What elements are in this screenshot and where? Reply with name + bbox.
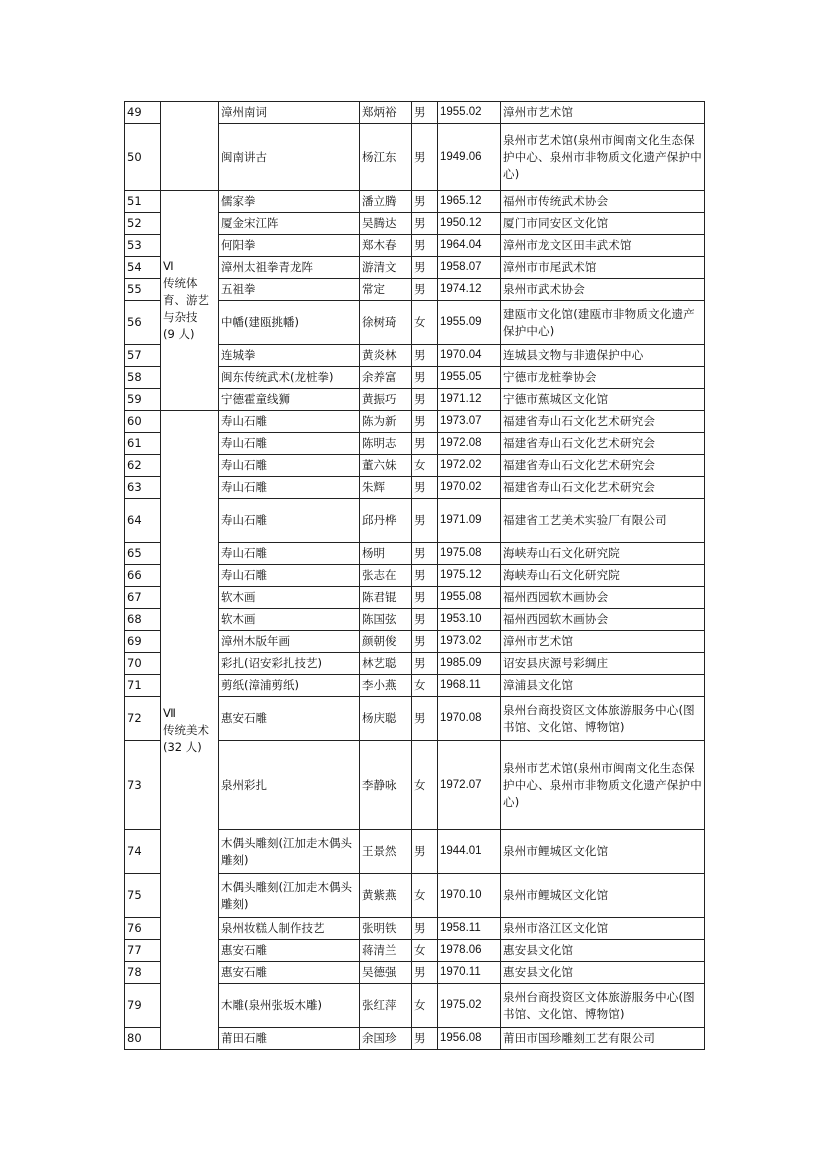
work-unit: 宁德市龙桩拳协会 <box>501 367 705 389</box>
inheritor-name: 陈明志 <box>360 433 412 455</box>
birth-date: 1973.02 <box>438 631 501 653</box>
project-name: 寿山石雕 <box>219 499 360 543</box>
birth-date: 1955.05 <box>438 367 501 389</box>
row-number: 72 <box>125 697 161 741</box>
row-number: 55 <box>125 279 161 301</box>
gender: 男 <box>412 477 438 499</box>
birth-date: 1970.02 <box>438 477 501 499</box>
gender: 男 <box>412 367 438 389</box>
gender: 女 <box>412 675 438 697</box>
row-number: 67 <box>125 587 161 609</box>
row-number: 54 <box>125 257 161 279</box>
gender: 男 <box>412 235 438 257</box>
project-name: 寿山石雕 <box>219 543 360 565</box>
work-unit: 连城县文物与非遗保护中心 <box>501 345 705 367</box>
category-roman: Ⅵ <box>163 259 174 273</box>
row-number: 66 <box>125 565 161 587</box>
inheritor-name: 陈国弦 <box>360 609 412 631</box>
gender: 女 <box>412 940 438 962</box>
project-name: 漳州木版年画 <box>219 631 360 653</box>
inheritor-table <box>124 101 705 1050</box>
work-unit: 厦门市同安区文化馆 <box>501 213 705 235</box>
row-number: 65 <box>125 543 161 565</box>
project-name: 寿山石雕 <box>219 565 360 587</box>
project-name: 泉州彩扎 <box>219 741 360 830</box>
inheritor-name: 邱丹桦 <box>360 499 412 543</box>
project-name: 闽南讲古 <box>219 124 360 191</box>
table-row <box>125 191 705 213</box>
work-unit: 泉州市鲤城区文化馆 <box>501 830 705 874</box>
row-number: 56 <box>125 301 161 345</box>
project-name: 木偶头雕刻(江加走木偶头雕刻) <box>219 874 360 918</box>
work-unit: 福建省工艺美术实验厂有限公司 <box>501 499 705 543</box>
table-body <box>125 102 705 1050</box>
birth-date: 1956.08 <box>438 1028 501 1050</box>
row-number: 78 <box>125 962 161 984</box>
work-unit: 福州西园软木画协会 <box>501 609 705 631</box>
birth-date: 1970.11 <box>438 962 501 984</box>
project-name: 软木画 <box>219 609 360 631</box>
inheritor-name: 吴腾达 <box>360 213 412 235</box>
birth-date: 1964.04 <box>438 235 501 257</box>
row-number: 69 <box>125 631 161 653</box>
birth-date: 1971.09 <box>438 499 501 543</box>
work-unit: 福建省寿山石文化艺术研究会 <box>501 477 705 499</box>
project-name: 儒家拳 <box>219 191 360 213</box>
inheritor-name: 陈为新 <box>360 411 412 433</box>
row-number: 49 <box>125 102 161 124</box>
work-unit: 泉州市艺术馆(泉州市闽南文化生态保护中心、泉州市非物质文化遗产保护中心) <box>501 124 705 191</box>
work-unit: 泉州台商投资区文体旅游服务中心(图书馆、文化馆、博物馆) <box>501 697 705 741</box>
row-number: 75 <box>125 874 161 918</box>
row-number: 61 <box>125 433 161 455</box>
gender: 男 <box>412 565 438 587</box>
work-unit: 漳州市艺术馆 <box>501 631 705 653</box>
inheritor-name: 林艺聪 <box>360 653 412 675</box>
work-unit: 海峡寿山石文化研究院 <box>501 565 705 587</box>
work-unit: 泉州台商投资区文体旅游服务中心(图书馆、文化馆、博物馆) <box>501 984 705 1028</box>
inheritor-name: 颜朝俊 <box>360 631 412 653</box>
inheritor-name: 杨明 <box>360 543 412 565</box>
project-name: 漳州太祖拳青龙阵 <box>219 257 360 279</box>
project-name: 何阳拳 <box>219 235 360 257</box>
inheritor-name: 余养富 <box>360 367 412 389</box>
work-unit: 漳州市龙文区田丰武术馆 <box>501 235 705 257</box>
work-unit: 漳州市艺术馆 <box>501 102 705 124</box>
work-unit: 莆田市国珍雕刻工艺有限公司 <box>501 1028 705 1050</box>
work-unit: 福建省寿山石文化艺术研究会 <box>501 433 705 455</box>
project-name: 宁德霍童线狮 <box>219 389 360 411</box>
gender: 女 <box>412 301 438 345</box>
inheritor-name: 潘立腾 <box>360 191 412 213</box>
birth-date: 1949.06 <box>438 124 501 191</box>
inheritor-name: 蒋清兰 <box>360 940 412 962</box>
work-unit: 海峡寿山石文化研究院 <box>501 543 705 565</box>
category-cell-vi <box>161 191 219 411</box>
row-number: 57 <box>125 345 161 367</box>
gender: 男 <box>412 587 438 609</box>
project-name: 剪纸(漳浦剪纸) <box>219 675 360 697</box>
birth-date: 1972.08 <box>438 433 501 455</box>
gender: 男 <box>412 102 438 124</box>
project-name: 闽东传统武术(龙桩拳) <box>219 367 360 389</box>
row-number: 68 <box>125 609 161 631</box>
birth-date: 1970.04 <box>438 345 501 367</box>
row-number: 79 <box>125 984 161 1028</box>
birth-date: 1968.11 <box>438 675 501 697</box>
row-number: 64 <box>125 499 161 543</box>
row-number: 74 <box>125 830 161 874</box>
row-number: 60 <box>125 411 161 433</box>
inheritor-name: 杨庆聪 <box>360 697 412 741</box>
category-count: (32 人) <box>163 739 202 754</box>
birth-date: 1971.12 <box>438 389 501 411</box>
inheritor-name: 李小燕 <box>360 675 412 697</box>
project-name: 寿山石雕 <box>219 411 360 433</box>
birth-date: 1944.01 <box>438 830 501 874</box>
project-name: 软木画 <box>219 587 360 609</box>
work-unit: 漳州市市尾武术馆 <box>501 257 705 279</box>
birth-date: 1955.02 <box>438 102 501 124</box>
row-number: 53 <box>125 235 161 257</box>
row-number: 80 <box>125 1028 161 1050</box>
category-name: 传统美术 <box>163 722 209 737</box>
work-unit: 泉州市鲤城区文化馆 <box>501 874 705 918</box>
work-unit: 惠安县文化馆 <box>501 940 705 962</box>
birth-date: 1970.08 <box>438 697 501 741</box>
inheritor-name: 陈君锟 <box>360 587 412 609</box>
birth-date: 1965.12 <box>438 191 501 213</box>
project-name: 木偶头雕刻(江加走木偶头雕刻) <box>219 830 360 874</box>
birth-date: 1975.02 <box>438 984 501 1028</box>
birth-date: 1955.08 <box>438 587 501 609</box>
work-unit: 泉州市洛江区文化馆 <box>501 918 705 940</box>
gender: 男 <box>412 962 438 984</box>
birth-date: 1953.10 <box>438 609 501 631</box>
birth-date: 1950.12 <box>438 213 501 235</box>
gender: 女 <box>412 984 438 1028</box>
inheritor-name: 李静咏 <box>360 741 412 830</box>
project-name: 寿山石雕 <box>219 433 360 455</box>
work-unit: 福州西园软木画协会 <box>501 587 705 609</box>
category-name: 传统体育、游艺与杂技 <box>163 276 209 324</box>
project-name: 木雕(泉州张坂木雕) <box>219 984 360 1028</box>
gender: 男 <box>412 345 438 367</box>
gender: 男 <box>412 830 438 874</box>
row-number: 71 <box>125 675 161 697</box>
inheritor-name: 余国珍 <box>360 1028 412 1050</box>
row-number: 52 <box>125 213 161 235</box>
work-unit: 福州市传统武术协会 <box>501 191 705 213</box>
birth-date: 1985.09 <box>438 653 501 675</box>
inheritor-name: 张志在 <box>360 565 412 587</box>
category-cell-empty <box>161 102 219 191</box>
gender: 男 <box>412 257 438 279</box>
inheritor-name: 黄紫燕 <box>360 874 412 918</box>
inheritor-name: 郑炳裕 <box>360 102 412 124</box>
work-unit: 福建省寿山石文化艺术研究会 <box>501 455 705 477</box>
row-number: 62 <box>125 455 161 477</box>
project-name: 厦金宋江阵 <box>219 213 360 235</box>
row-number: 50 <box>125 124 161 191</box>
row-number: 77 <box>125 940 161 962</box>
row-number: 76 <box>125 918 161 940</box>
project-name: 寿山石雕 <box>219 477 360 499</box>
category-roman: Ⅶ <box>163 705 176 720</box>
row-number: 73 <box>125 741 161 830</box>
project-name: 泉州妆糕人制作技艺 <box>219 918 360 940</box>
gender: 男 <box>412 499 438 543</box>
project-name: 惠安石雕 <box>219 962 360 984</box>
birth-date: 1972.07 <box>438 741 501 830</box>
inheritor-name: 徐树琦 <box>360 301 412 345</box>
project-name: 惠安石雕 <box>219 697 360 741</box>
gender: 女 <box>412 455 438 477</box>
work-unit: 漳浦县文化馆 <box>501 675 705 697</box>
inheritor-name: 杨江东 <box>360 124 412 191</box>
gender: 男 <box>412 631 438 653</box>
gender: 男 <box>412 609 438 631</box>
gender: 男 <box>412 433 438 455</box>
birth-date: 1972.02 <box>438 455 501 477</box>
inheritor-name: 黄振巧 <box>360 389 412 411</box>
birth-date: 1978.06 <box>438 940 501 962</box>
gender: 男 <box>412 191 438 213</box>
work-unit: 建瓯市文化馆(建瓯市非物质文化遗产保护中心) <box>501 301 705 345</box>
inheritor-name: 游清文 <box>360 257 412 279</box>
inheritor-name: 黄炎林 <box>360 345 412 367</box>
inheritor-name: 吴德强 <box>360 962 412 984</box>
work-unit: 诏安县庆源号彩绸庄 <box>501 653 705 675</box>
work-unit: 泉州市艺术馆(泉州市闽南文化生态保护中心、泉州市非物质文化遗产保护中心) <box>501 741 705 830</box>
gender: 男 <box>412 279 438 301</box>
birth-date: 1973.07 <box>438 411 501 433</box>
work-unit: 惠安县文化馆 <box>501 962 705 984</box>
gender: 男 <box>412 411 438 433</box>
inheritor-name: 张明铁 <box>360 918 412 940</box>
project-name: 漳州南词 <box>219 102 360 124</box>
work-unit: 福建省寿山石文化艺术研究会 <box>501 411 705 433</box>
birth-date: 1975.12 <box>438 565 501 587</box>
project-name: 惠安石雕 <box>219 940 360 962</box>
gender: 女 <box>412 741 438 830</box>
project-name: 中幡(建瓯挑幡) <box>219 301 360 345</box>
row-number: 70 <box>125 653 161 675</box>
project-name: 寿山石雕 <box>219 455 360 477</box>
project-name: 莆田石雕 <box>219 1028 360 1050</box>
gender: 男 <box>412 697 438 741</box>
work-unit: 宁德市蕉城区文化馆 <box>501 389 705 411</box>
row-number: 63 <box>125 477 161 499</box>
inheritor-name: 常定 <box>360 279 412 301</box>
row-number: 59 <box>125 389 161 411</box>
row-number: 58 <box>125 367 161 389</box>
project-name: 五祖拳 <box>219 279 360 301</box>
inheritor-name: 王景然 <box>360 830 412 874</box>
row-number: 51 <box>125 191 161 213</box>
gender: 女 <box>412 874 438 918</box>
birth-date: 1958.07 <box>438 257 501 279</box>
birth-date: 1975.08 <box>438 543 501 565</box>
gender: 男 <box>412 543 438 565</box>
gender: 男 <box>412 653 438 675</box>
inheritor-name: 朱辉 <box>360 477 412 499</box>
birth-date: 1955.09 <box>438 301 501 345</box>
project-name: 连城拳 <box>219 345 360 367</box>
birth-date: 1974.12 <box>438 279 501 301</box>
category-count: (9 人) <box>163 327 195 341</box>
gender: 男 <box>412 213 438 235</box>
category-cell-vii <box>161 411 219 1050</box>
table-row <box>125 411 705 433</box>
gender: 男 <box>412 389 438 411</box>
inheritor-name: 董六妹 <box>360 455 412 477</box>
birth-date: 1958.11 <box>438 918 501 940</box>
work-unit: 泉州市武术协会 <box>501 279 705 301</box>
inheritor-name: 郑木春 <box>360 235 412 257</box>
gender: 男 <box>412 918 438 940</box>
birth-date: 1970.10 <box>438 874 501 918</box>
inheritor-name: 张红萍 <box>360 984 412 1028</box>
table-row <box>125 102 705 124</box>
gender: 男 <box>412 1028 438 1050</box>
project-name: 彩扎(诏安彩扎技艺) <box>219 653 360 675</box>
gender: 男 <box>412 124 438 191</box>
